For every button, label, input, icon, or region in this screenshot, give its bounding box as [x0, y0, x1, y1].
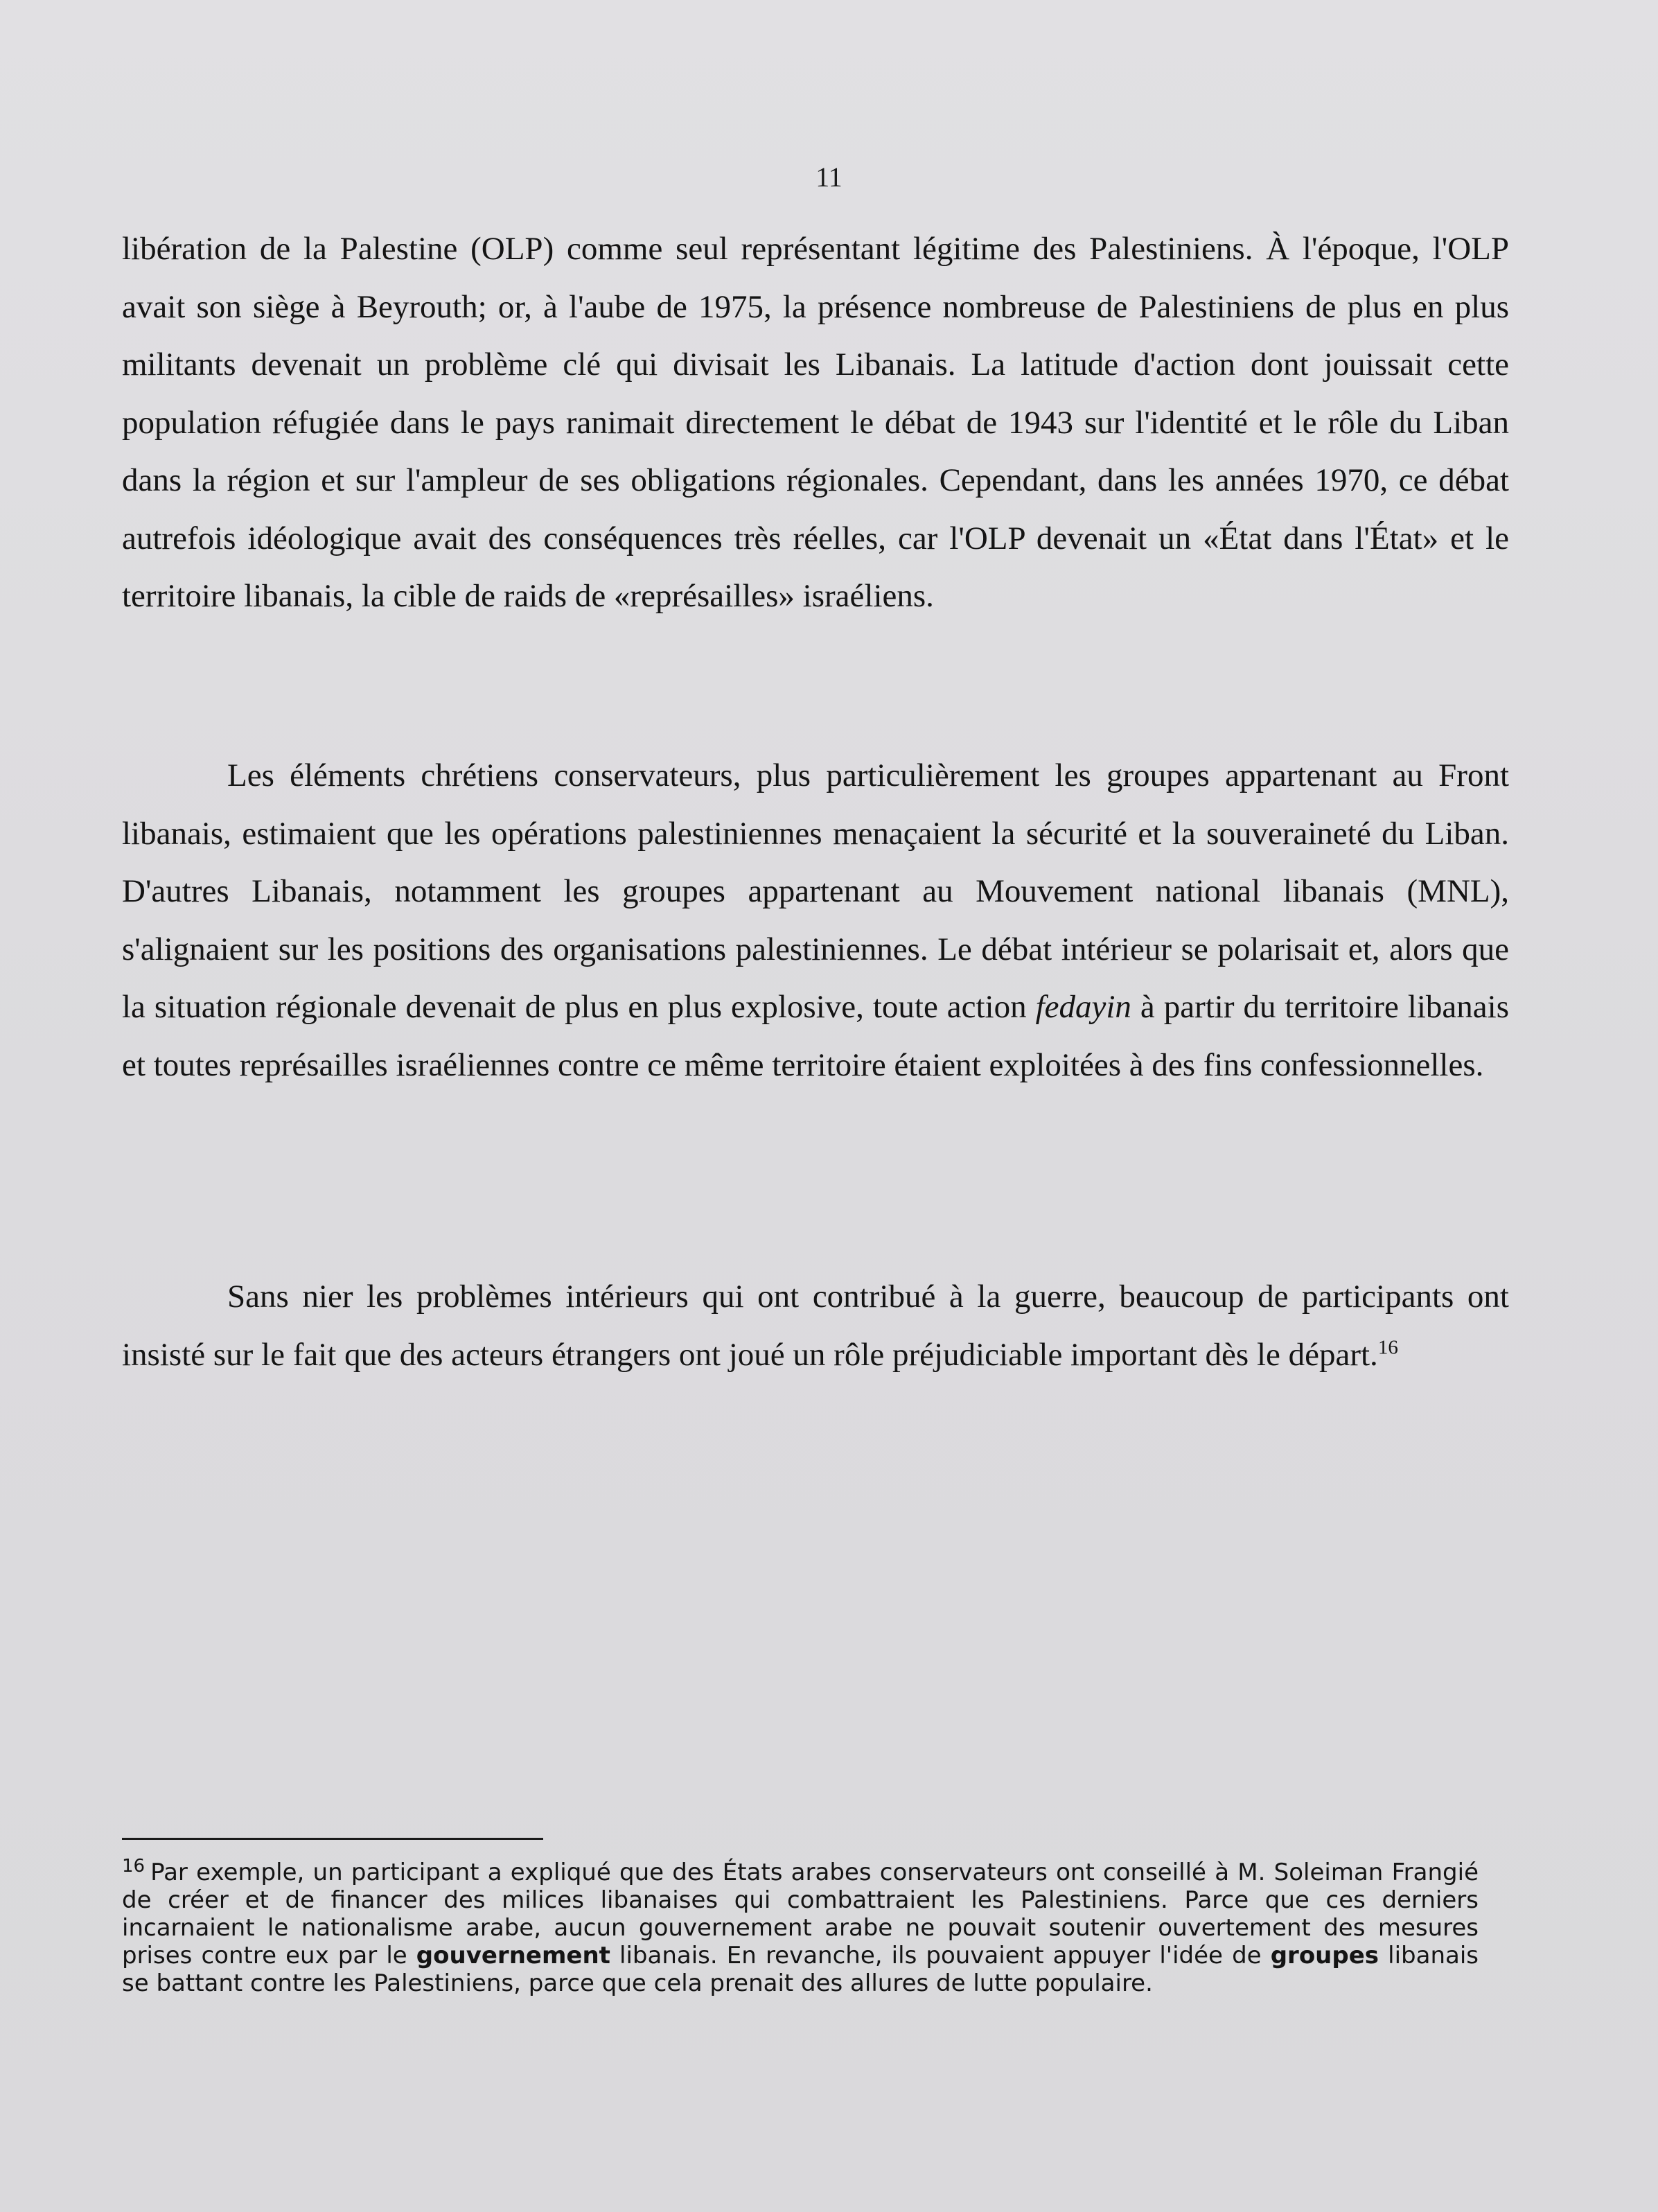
paragraph-2-text-start: Les éléments chrétiens conservateurs, plus particulièrement les groupes appartenant au Front libanais, estimaient que les opérations palestiniennes menaçaient la sécurité et la souveraineté du Liban. D'autres Libanais, notamment les groupes appartenant au Mouvement national libanais (MNL), s'alignaient sur les positions des organisations palestiniennes. Le débat intérieur se polarisait et, alors que la situation régionale devenait de plus en plus explosive, toute action — [122, 757, 1509, 1025]
paragraph-3-text — [122, 1268, 1509, 1384]
footnote — [122, 1855, 1479, 1997]
paragraph-2-text-end: à partir du territoire libanais et toutes représailles israéliennes contre ce même territoire étaient exploitées à des fins confessionnelles. — [122, 989, 1509, 1083]
paragraph-1 — [122, 220, 1509, 626]
footnote-separator — [122, 1838, 543, 1840]
page-number: 11 — [815, 161, 843, 193]
paragraph-2 — [122, 747, 1509, 1094]
paragraph-1-text: libération de la Palestine (OLP) comme seul représentant légitime des Palestiniens. À l'époque, l'OLP avait son siège à Beyrouth; or, à l'aube de 1975, la présence nombreuse de Palestiniens de plus en plus militants devenait un problème clé qui divisait les Libanais. La latitude d'action dont jouissait cette population réfugiée dans le pays ranimait directement le débat de 1943 sur l'identité et le rôle du Liban dans la région et sur l'ampleur de ses obligations régionales. Cependant, dans les années 1970, ce débat autrefois idéologique avait des conséquences très réelles, car l'OLP devenait un «État dans l'État» et le territoire libanais, la cible de raids de «représailles» israéliens. — [122, 231, 1509, 614]
italic-term: fedayin — [1035, 989, 1131, 1025]
footnote-text-part-1: Par exemple, un participant a expliqué que des États arabes conservateurs ont conseillé à M. Soleiman Frangié de créer et de financer des milices libanaises qui combattraient les Palestiniens. Parce que ces derniers incarnaient le nationalisme arabe, aucun gouvernement arabe ne pouvait soutenir ouvertement des mesures prises contre eux par le — [122, 1859, 1479, 1969]
paragraph-3 — [122, 1268, 1509, 1384]
footnote-bold-word-2: groupes — [1270, 1942, 1379, 1969]
footnote-text-part-3: libanais se battant contre les Palestiniens, parce que cela prenait des allures de lutte populaire. — [122, 1942, 1479, 1997]
footnote-reference[interactable]: 16 — [1377, 1335, 1398, 1358]
paragraph-2-text — [122, 747, 1509, 1094]
footnote-text-part-2: libanais. En revanche, ils pouvaient appuyer l'idée de — [610, 1942, 1271, 1969]
footnote-bold-word-1: gouvernement — [416, 1942, 610, 1969]
footnote-number: 16 — [122, 1855, 145, 1877]
paragraph-3-body: Sans nier les problèmes intérieurs qui ont contribué à la guerre, beaucoup de participants ont insisté sur le fait que des acteurs étrangers ont joué un rôle préjudiciable important dès le départ. — [122, 1279, 1509, 1373]
